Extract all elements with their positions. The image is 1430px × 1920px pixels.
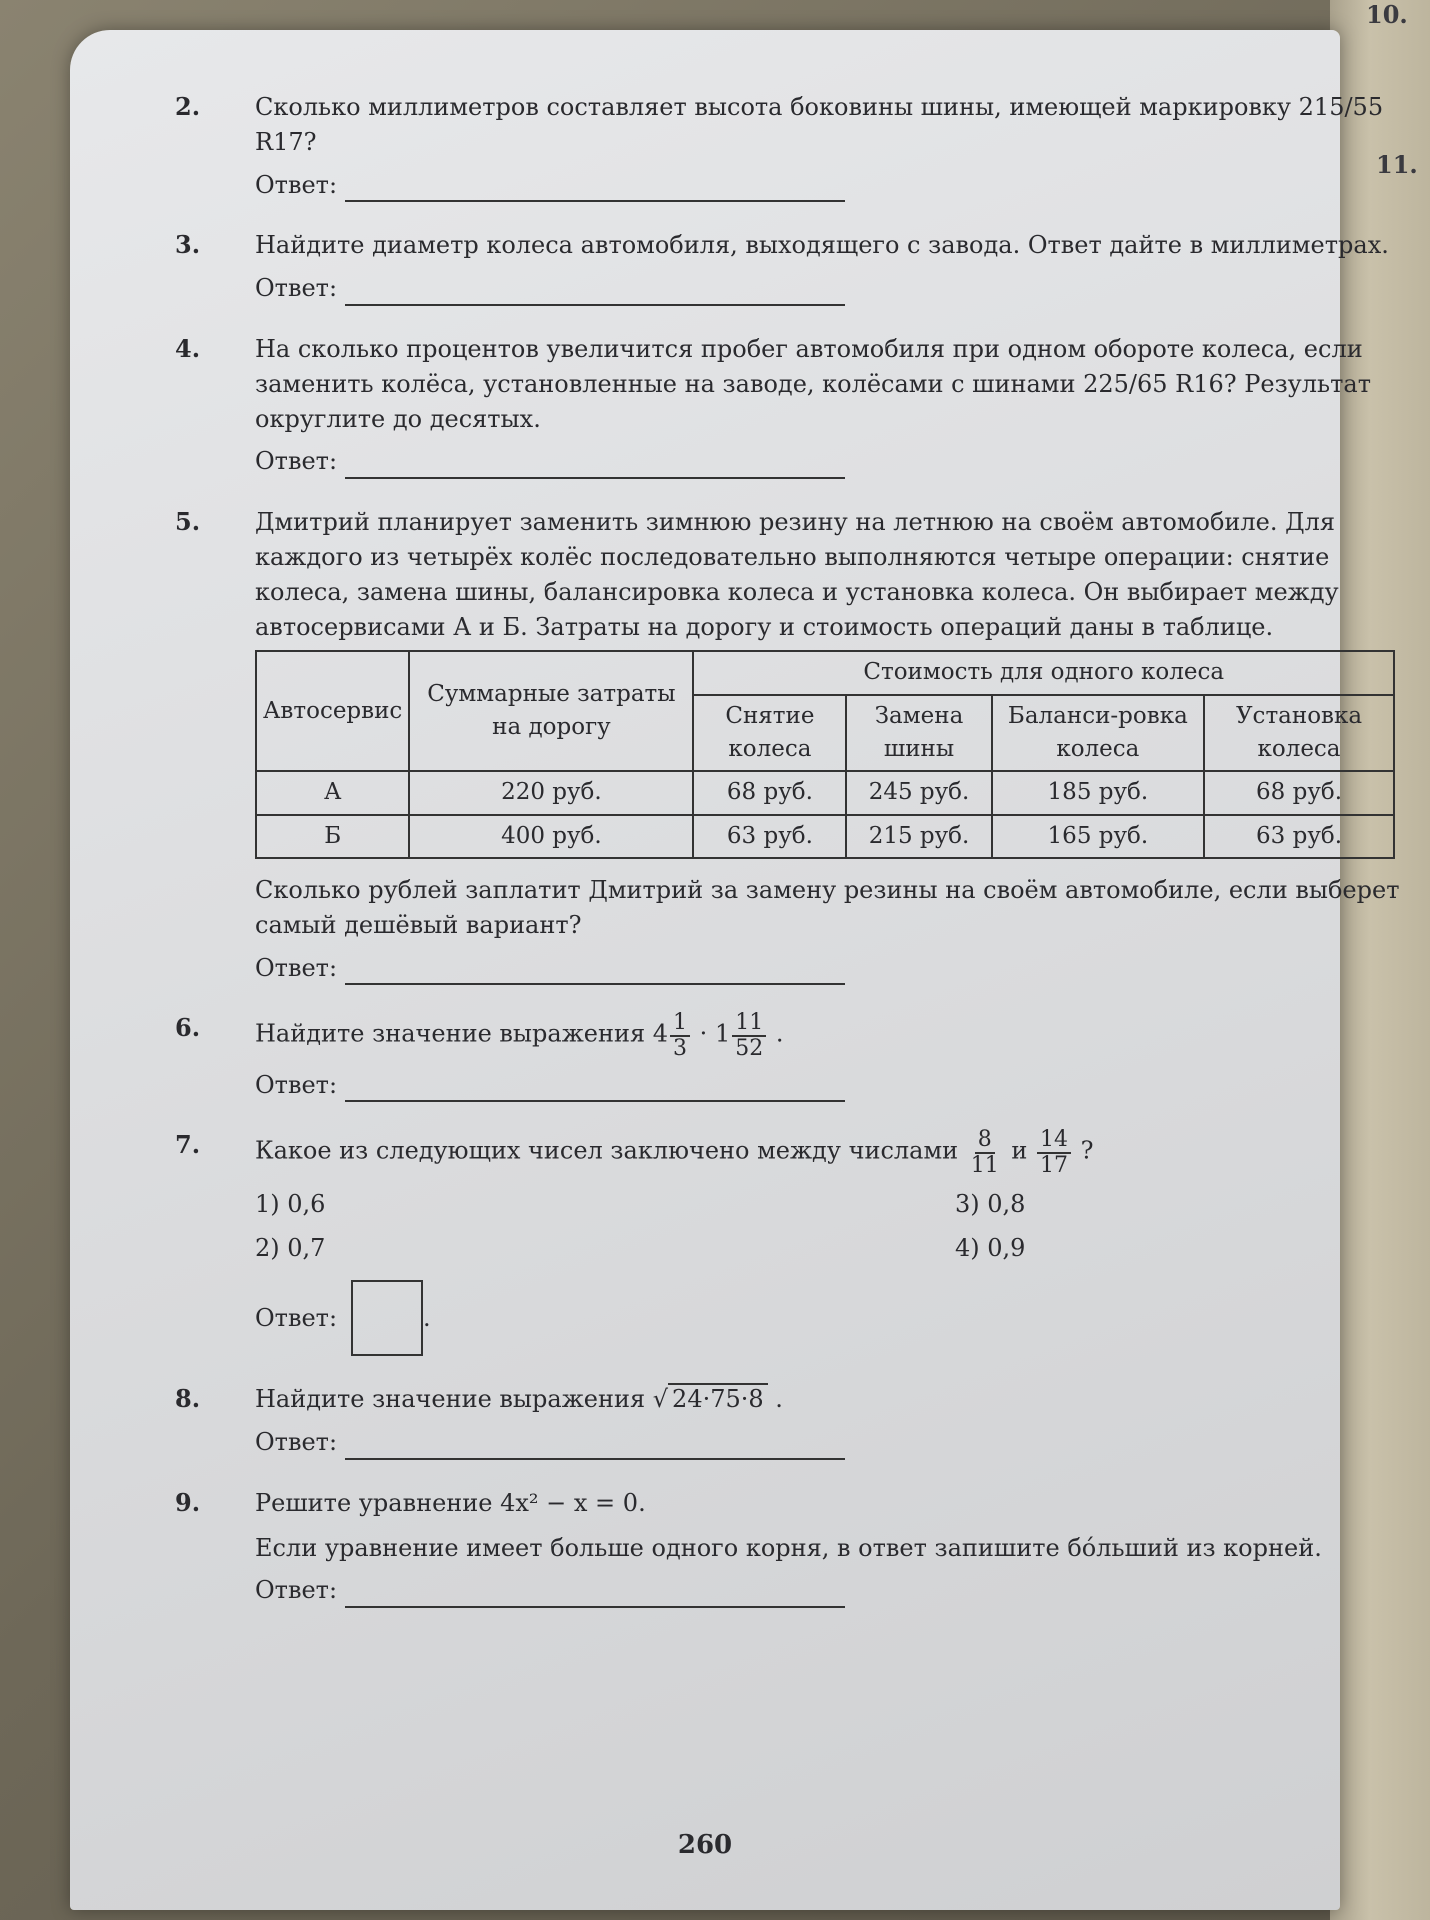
cell: 220 руб. <box>409 771 693 814</box>
edge-number-top: 10. <box>1366 0 1408 29</box>
task-text: Найдите диаметр колеса автомобиля, выходящего с завода. Ответ дайте в миллиметрах. <box>255 231 1389 260</box>
answer-label: Ответ: <box>255 447 338 476</box>
table-row <box>256 815 1394 858</box>
answer-line[interactable] <box>345 282 845 306</box>
header-wheel-cost: Стоимость для одного колеса <box>693 651 1394 694</box>
numerator: 8 <box>975 1128 995 1153</box>
task-text: Решите уравнение 4x² − x = 0. <box>255 1488 646 1517</box>
answer-row <box>255 951 1405 986</box>
price-table <box>255 650 1395 859</box>
textbook-page <box>70 30 1400 1910</box>
cell: 68 руб. <box>693 771 846 814</box>
end-punct: ? <box>1080 1137 1094 1166</box>
answer-label: Ответ: <box>255 1303 338 1332</box>
answer-line[interactable] <box>345 961 845 985</box>
answer-label: Ответ: <box>255 1070 338 1099</box>
answer-box[interactable] <box>351 1280 423 1356</box>
header-op: Замена шины <box>846 695 991 772</box>
task-text: Дмитрий планирует заменить зимнюю резину на летнюю на своём автомобиле. Для каждого из четырёх колёс последовательно выполняются четыре операции: снятие колеса, замена шины, балансировка колеса и установка колеса. Он выбирает между автосервисами А и Б. Затраты на дорогу и стоимость операций даны в таблице. <box>255 508 1339 641</box>
fraction <box>968 1128 1002 1176</box>
cell: Б <box>256 815 409 858</box>
cell: 215 руб. <box>846 815 991 858</box>
answer-label: Ответ: <box>255 1576 338 1605</box>
denominator: 11 <box>970 1152 999 1178</box>
task-number: 4. <box>175 333 201 363</box>
answer-label: Ответ: <box>255 953 338 982</box>
answer-line[interactable] <box>345 455 845 479</box>
task-text <box>255 1382 1405 1417</box>
answer-row <box>255 1280 1405 1356</box>
header-road: Суммарные затраты на дорогу <box>409 651 693 771</box>
cell: 63 руб. <box>1204 815 1394 858</box>
answer-label: Ответ: <box>255 274 338 303</box>
answer-line[interactable] <box>345 1078 845 1102</box>
cell: А <box>256 771 409 814</box>
table-row <box>256 771 1394 814</box>
task-number: 6. <box>175 1013 201 1043</box>
fraction <box>1037 1128 1071 1176</box>
option[interactable]: 4) 0,9 <box>955 1234 1026 1263</box>
task-number: 8. <box>175 1384 201 1414</box>
cell: 185 руб. <box>992 771 1204 814</box>
task-text: На сколько процентов увеличится пробег автомобиля при одном обороте колеса, если заменить колёса, установленные на заводе, колёсами с шинами 225/65 R16? Результат округлите до десятых. <box>255 334 1371 433</box>
task-7 <box>165 1128 1405 1356</box>
header-op: Установка колеса <box>1204 695 1394 772</box>
answer-label: Ответ: <box>255 1428 338 1457</box>
task-text-part: Какое из следующих чисел заключено между числами <box>255 1137 959 1166</box>
task-text <box>255 1128 1405 1176</box>
task-5 <box>165 505 1405 985</box>
tasks-container <box>165 90 1405 1634</box>
task-text: Если уравнение имеет больше одного корня, в ответ запишите бо́льший из корней. <box>255 1533 1322 1562</box>
fraction <box>732 1011 766 1059</box>
task-text-part: Найдите значение выражения <box>255 1020 646 1049</box>
task-3 <box>165 228 1405 306</box>
cell: 63 руб. <box>693 815 846 858</box>
cell: 400 руб. <box>409 815 693 858</box>
answer-label: Ответ: <box>255 170 338 199</box>
task-text: Сколько миллиметров составляет высота боковины шины, имеющей маркировку 215/55 R17? <box>255 93 1384 156</box>
period: . <box>423 1303 431 1332</box>
task-number: 5. <box>175 507 201 537</box>
numerator: 14 <box>1037 1128 1071 1153</box>
task-question: Сколько рублей заплатит Дмитрий за замену резины на своём автомобиле, если выберет самый дешёвый вариант? <box>255 876 1400 939</box>
cell: 245 руб. <box>846 771 991 814</box>
answer-row <box>255 271 1405 306</box>
option[interactable]: 2) 0,7 <box>255 1234 326 1263</box>
header-service: Автосервис <box>256 651 409 771</box>
answer-row <box>255 1068 1405 1103</box>
task-6 <box>165 1011 1405 1102</box>
cell: 68 руб. <box>1204 771 1394 814</box>
option[interactable]: 3) 0,8 <box>955 1189 1026 1218</box>
answer-row <box>255 1425 1405 1460</box>
task-2 <box>165 90 1405 202</box>
whole-part: 4 <box>652 1020 669 1049</box>
option[interactable]: 1) 0,6 <box>255 1189 326 1218</box>
denominator: 17 <box>1040 1152 1069 1178</box>
task-text <box>255 1011 1405 1059</box>
cell: 165 руб. <box>992 815 1204 858</box>
whole-part: 1 <box>714 1020 731 1049</box>
fraction <box>670 1011 690 1059</box>
answer-row <box>255 1573 1405 1608</box>
denominator: 52 <box>735 1035 764 1061</box>
options-list <box>255 1187 1405 1267</box>
radical-sign: √ <box>652 1385 669 1414</box>
answer-line[interactable] <box>345 178 845 202</box>
answer-line[interactable] <box>345 1584 845 1608</box>
task-number: 7. <box>175 1130 201 1160</box>
edge-number-side: 11. <box>1376 150 1418 179</box>
answer-row <box>255 444 1405 479</box>
task-4 <box>165 332 1405 479</box>
end-punct: . <box>775 1020 784 1049</box>
denominator: 3 <box>673 1035 688 1061</box>
task-8 <box>165 1382 1405 1460</box>
numerator: 1 <box>670 1011 690 1036</box>
header-op: Снятие колеса <box>693 695 846 772</box>
conjunction: и <box>1011 1137 1028 1166</box>
answer-row <box>255 168 1405 203</box>
task-9 <box>165 1486 1405 1608</box>
radicand: 24·75·8 <box>668 1383 768 1413</box>
header-op: Баланси-ровка колеса <box>992 695 1204 772</box>
dot-operator: · <box>699 1020 708 1049</box>
task-number: 9. <box>175 1487 201 1517</box>
answer-line[interactable] <box>345 1436 845 1460</box>
end-punct: . <box>775 1385 783 1414</box>
task-number: 2. <box>175 92 201 121</box>
task-text-part: Найдите значение выражения <box>255 1385 646 1414</box>
numerator: 11 <box>732 1011 766 1036</box>
task-number: 3. <box>175 230 201 260</box>
page-number: 260 <box>677 1830 733 1860</box>
